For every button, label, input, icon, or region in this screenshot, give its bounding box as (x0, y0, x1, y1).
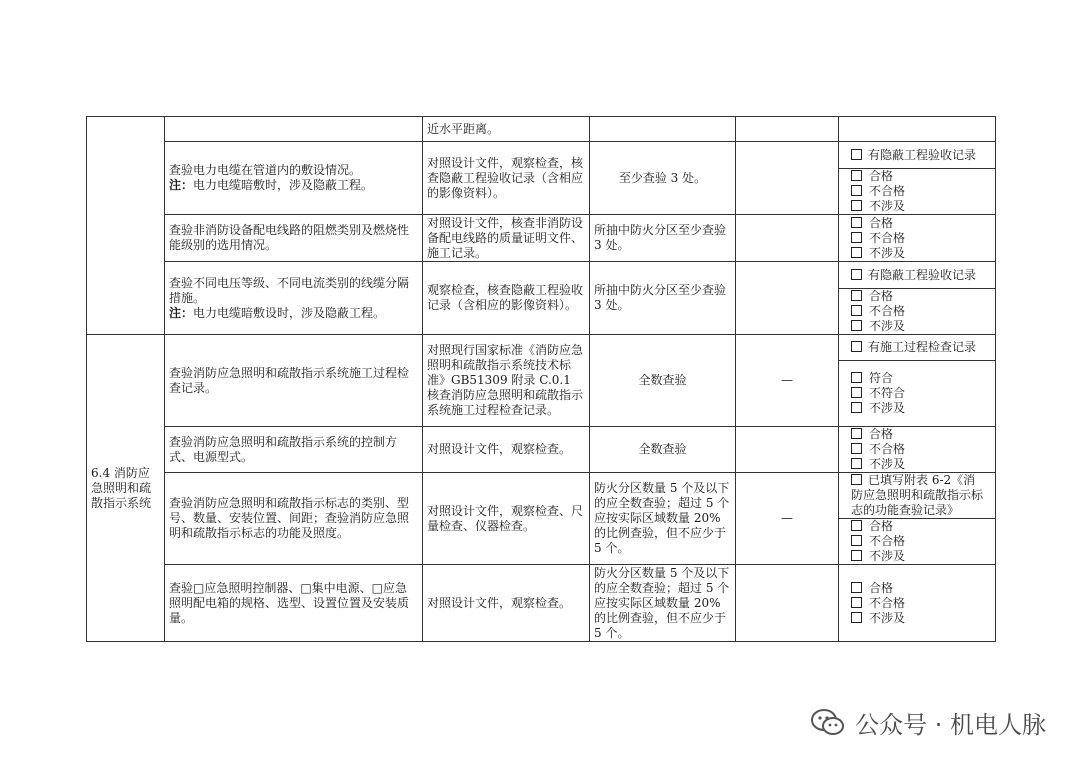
checkbox[interactable] (851, 474, 862, 485)
option-pass[interactable]: 合格 (843, 169, 991, 184)
method-cell: 对照设计文件，观察检查，核查隐蔽工程验收记录（含相应的影像资料）。 (423, 142, 590, 215)
record-cell (839, 142, 996, 169)
option-na[interactable]: 不涉及 (843, 199, 991, 214)
result-cell (839, 215, 996, 262)
table-row (87, 215, 996, 262)
item-note: 注：电力电缆暗敷时，涉及隐蔽工程。 (169, 178, 374, 192)
checkbox[interactable] (851, 305, 862, 316)
checkbox[interactable] (851, 170, 862, 181)
option-pass[interactable]: 合格 (843, 519, 991, 534)
quantity-cell: 防火分区数量 5 个及以下的应全数查验；超过 5 个应按实际区域数量 20%的比例查验，但不应少于 5 个。 (590, 473, 736, 565)
checkbox[interactable] (851, 200, 862, 211)
record-cell (839, 473, 996, 519)
method-cell: 对照设计文件，核查非消防设备配电线路的质量证明文件、施工记录。 (423, 215, 590, 262)
checkbox[interactable] (851, 582, 862, 593)
dash-cell (736, 262, 839, 335)
inspection-table-section (86, 334, 996, 642)
checkbox[interactable] (851, 290, 862, 301)
inspection-table (86, 116, 996, 335)
record-check[interactable]: 有施工过程检查记录 (843, 340, 991, 355)
checkbox[interactable] (851, 612, 862, 623)
checkbox[interactable] (851, 428, 862, 439)
method-cell: 近水平距离。 (423, 117, 590, 142)
checkbox[interactable] (851, 597, 862, 608)
option-pass[interactable]: 合格 (843, 427, 991, 442)
result-cell (839, 117, 996, 142)
dash-cell (736, 117, 839, 142)
item-text: 查验电力电缆在管道内的敷设情况。 (169, 163, 362, 177)
table-row (87, 142, 996, 169)
dash-cell (736, 427, 839, 473)
checkbox[interactable] (851, 320, 862, 331)
item-note: 注：电力电缆暗敷设时，涉及隐蔽工程。 (169, 305, 386, 320)
checkbox[interactable] (851, 185, 862, 196)
option-na[interactable]: 不涉及 (843, 319, 991, 334)
option-fail[interactable]: 不合格 (843, 442, 991, 457)
quantity-cell: 防火分区数量 5 个及以下的应全数查验；超过 5 个应按实际区域数量 20%的比例查验，但不应少于 5 个。 (590, 565, 736, 642)
record-cell (839, 335, 996, 361)
result-cell (839, 565, 996, 642)
option-fail[interactable]: 不合格 (843, 596, 991, 611)
dash-cell: — (736, 473, 839, 565)
category-cell (87, 117, 165, 335)
record-check[interactable]: 有隐蔽工程验收记录 (843, 148, 991, 163)
option-na[interactable]: 不涉及 (843, 611, 991, 626)
method-cell: 对照设计文件，观察检查、尺量检查、仪器检查。 (423, 473, 590, 565)
option-fail[interactable]: 不合格 (843, 231, 991, 246)
table-row (87, 335, 996, 361)
quantity-cell (590, 117, 736, 142)
checkbox[interactable] (851, 372, 862, 383)
option-na[interactable]: 不涉及 (843, 246, 991, 261)
item-cell: 查验消防应急照明和疏散指示系统的控制方式、电源型式。 (165, 427, 423, 473)
checkbox[interactable] (851, 535, 862, 546)
checkbox[interactable] (851, 458, 862, 469)
result-cell (839, 289, 996, 335)
dash-cell (736, 565, 839, 642)
dash-cell: — (736, 335, 839, 427)
record-check[interactable]: 有隐蔽工程验收记录 (843, 268, 991, 283)
quantity-cell: 所抽中防火分区至少查验 3 处。 (590, 262, 736, 335)
item-cell (165, 262, 423, 335)
option-na[interactable]: 不涉及 (843, 401, 991, 416)
item-cell (165, 142, 423, 215)
method-cell: 对照现行国家标准《消防应急照明和疏散指示系统技术标准》GB51309 附录 C.0.1 核查消防应急照明和疏散指示系统施工过程检查记录。 (423, 335, 590, 427)
record-cell (839, 262, 996, 289)
result-cell (839, 519, 996, 565)
result-cell (839, 169, 996, 215)
method-cell: 对照设计文件，观察检查。 (423, 565, 590, 642)
method-cell: 观察检查，核查隐蔽工程验收记录（含相应的影像资料）。 (423, 262, 590, 335)
table-row (87, 565, 996, 642)
checkbox[interactable] (851, 149, 862, 160)
checkbox[interactable] (851, 402, 862, 413)
record-check[interactable]: 已填写附表 6-2《消防应急照明和疏散指示标志的功能查验记录》 (851, 473, 984, 517)
item-text: 查验不同电压等级、不同电流类别的线缆分隔措施。 (169, 275, 410, 305)
item-cell: 查验消防应急照明和疏散指示系统施工过程检查记录。 (165, 335, 423, 427)
checkbox[interactable] (851, 520, 862, 531)
table-row (87, 262, 996, 289)
item-cell: 查验消防应急照明和疏散指示标志的类别、型号、数量、安装位置、间距；查验消防应急照明和疏散指示标志的功能及照度。 (165, 473, 423, 565)
checkbox[interactable] (851, 387, 862, 398)
option-pass[interactable]: 合格 (843, 289, 991, 304)
option-pass[interactable]: 合格 (843, 216, 991, 231)
watermark (811, 705, 1046, 740)
table-row (87, 117, 996, 142)
option-nonconform[interactable]: 不符合 (843, 386, 991, 401)
result-cell (839, 361, 996, 427)
wechat-icon (811, 708, 845, 738)
quantity-cell: 全数查验 (590, 427, 736, 473)
dash-cell (736, 215, 839, 262)
table-row (87, 427, 996, 473)
dash-cell (736, 142, 839, 215)
watermark-text: 公众号 · 机电人脉 (855, 711, 1046, 739)
item-cell (165, 117, 423, 142)
checkbox[interactable] (851, 232, 862, 243)
checkbox[interactable] (851, 247, 862, 258)
item-cell: 查验非消防设备配电线路的阻燃类别及燃烧性能级别的选用情况。 (165, 215, 423, 262)
checkbox[interactable] (851, 443, 862, 454)
option-fail[interactable]: 不合格 (843, 304, 991, 319)
quantity-cell: 全数查验 (590, 335, 736, 427)
section-title: 6.4 消防应急照明和疏散指示系统 (87, 335, 165, 642)
table-row (87, 473, 996, 519)
option-pass[interactable]: 合格 (843, 581, 991, 596)
option-fail[interactable]: 不合格 (843, 184, 991, 199)
checkbox[interactable] (851, 217, 862, 228)
quantity-cell: 至少查验 3 处。 (590, 142, 736, 215)
option-conform[interactable]: 符合 (843, 371, 991, 386)
option-na[interactable]: 不涉及 (843, 549, 991, 564)
option-fail[interactable]: 不合格 (843, 534, 991, 549)
method-cell: 对照设计文件，观察检查。 (423, 427, 590, 473)
checkbox[interactable] (851, 550, 862, 561)
checkbox[interactable] (851, 269, 862, 280)
item-cell: 查验□应急照明控制器、□集中电源、□应急照明配电箱的规格、选型、设置位置及安装质量。 (165, 565, 423, 642)
quantity-cell: 所抽中防火分区至少查验 3 处。 (590, 215, 736, 262)
option-na[interactable]: 不涉及 (843, 457, 991, 472)
result-cell (839, 427, 996, 473)
checkbox[interactable] (851, 341, 862, 352)
